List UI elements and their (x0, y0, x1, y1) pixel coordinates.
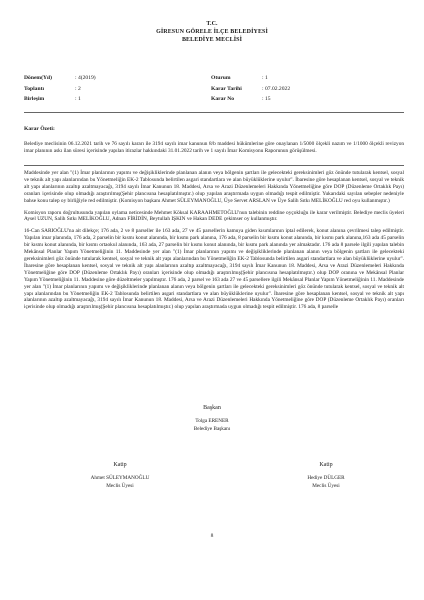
meta-value: : 1 (75, 96, 81, 103)
decision-body (24, 170, 404, 316)
meta-row-decision-no (211, 94, 290, 105)
body-paragraph: Maddesinde yer alan "(1) İmar planlarının yapımı ve değişikliklerinde planlanan alanın veya bölgenin şartları ile gelecekteki gereksinimleri göz önünde tutularak kentsel, sosyal ve teknik alt yapı alanlarından bu Yönetmeliğin EK-2 Tablosunda belirtilen asgari standartlara ve alan büyüklüklerine uyulur". İbaresine göre hesaplanan kentsel, sosyal ve teknik alt yapı alanlarının azaltıp azaltmayacağı, 3194 sayılı İmar Kanunun 18. Maddesi, Arsa ve Arazi Düzenlemeleri Hakkında Yönetmeliğine göre DOP (Düzenleme Ortaklık Payı) oranları içerisinde olup olmadığı araştırılmış(Şehir plancısına hesaplatılmıştır.) olup yapılan araştırmada uygun olmadığı tespit edilmiştir. Yukarıdaki sayılan sebepler nedeniyle bahse konu talep oy birliğiyle red edilmiştir. (Komisyon başkanı Ahmet SÜLEYMANOĞLU, Üye Servet ARSLAN ve Üye Salih Sıtkı MELİKOĞLU red oyu kullanmıştır.) (24, 170, 404, 204)
header-line-municipality: GİRESUN GÖRELE İLÇE BELEDİYESİ (156, 29, 268, 35)
body-paragraph: Komisyon raporu doğrultusunda yapılan oylama neticesinde Mehmet Köksal KARAAHMETOĞLU'nun talebinin reddine oyçokluğu ile karar verilmiştir. Belediye meclis üyeleri Aysel UZUN, Salih Sıtkı MELİKOĞLU, Adnan FİRİDİN, Beytullah IŞKIN ve Hakan DEDE çekimser oy kullanmıştır. (24, 209, 404, 223)
signature-title: Katip (113, 462, 127, 468)
meta-value: : 4(2019) (75, 75, 96, 81)
meta-row-decision-date (211, 84, 290, 95)
summary-paragraph: Belediye meclisinin 06.12.2021 tarih ve 76 sayılı kararı ile 3194 sayılı imar kanunun 8/b maddesi hükümlerine göre onaylanan 1/5000 ölçekli nazım ve 1/1000 ölçekli revizyon imar planının askı ilan süresi içerisinde yapılan itirazlar hakkındaki 31.01.2022 tarih ve 1 sayılı İmar Komisyonu Raporunun görüşülmesi. (24, 141, 404, 154)
meta-left-block (24, 73, 96, 105)
signature-role: Meclis Üyesi (106, 483, 134, 489)
signature-role: Meclis Üyesi (312, 483, 340, 489)
meta-label: Birleşim (24, 96, 45, 103)
divider-top (24, 112, 404, 113)
meta-label: Karar Tarihi (211, 85, 242, 92)
meta-row-session (24, 94, 96, 105)
body-paragraph: 16-Can SARIOĞLU'na ait dilekçe; 176 ada, 2 ve 8 parseller ile 163 ada, 27 ve 45 parsellerin kamuya giden kısımlarının iptal edilerek, konut alanına çevrilmesi talep edilmiştir. Yapılan imar planında, 176 ada, 2 parselin bir kısmı konut alanında, bir kısmı park alanına, 176 ada, 8 parselin bir kısmı konut alanında, bir kısmı park alanına,163 ada 45 parselin bir kısmı konut alanında, bir kısmı ortaokul alanında, 163 ada, 27 parselin bir kısmı konut alanında, bir kısmı park alanında yer almaktadır. 176 ada 8 parsele ilgili yapılan talebin Mekânsal Planlar Yapım Yönetmeliğinin 11. Maddesinde yer alan "(1) İmar planlarının yapımı ve değişikliklerinde planlanan alanın veya bölgenin şartları ile gelecekteki gereksinimleri göz önünde tutularak kentsel, sosyal ve teknik alt yapı alanlarından bu Yönetmeliğin EK-2 Tablosunda belirtilen asgari standartlara ve alan büyüklüklerine uyulur". İbaresine göre hesaplanan kentsel, sosyal ve teknik alt yapı alanlarının azaltıp azaltmayacağı, 3194 sayılı İmar Kanunun 18. Maddesi, Arsa ve Arazi Düzenlemeleri Hakkında Yönetmeliğine göre DOP (Düzenleme Ortaklık Payı) oranları içerisinde olup olmadığı araştırılmış(Şehir plancısına hesaplatılmıştır.) olup DOP oranına ve Mekânsal Planlar Yapım Yönetmeliğinin 11. Maddesine göre düzeltmeler yapılmıştır. 176 ada, 2 parsel ve 163 ada 27 ve 45 parsellere ilgili Mekânsal Planlar Yapım Yönetmeliğinin 11. Maddesinde yer alan "(1) İmar planlarının yapımı ve değişikliklerinde planlanan alanın veya bölgenin şartları ile gelecekteki gereksinimleri göz önünde tutularak kentsel, sosyal ve teknik alt yapı alanlarından bu Yönetmeliğin EK-2 Tablosunda belirtilen asgari standartlara ve alan büyüklüklerine uyulur". İbaresine göre hesaplanan kentsel, sosyal ve teknik alt yapı alanlarının azaltıp azaltmayacağı, 3194 sayılı İmar Kanunun 18. Maddesi, Arsa ve Arazi Düzenlemeleri Hakkında Yönetmeliğine göre DOP (Düzenleme Ortaklık Payı) oranları içerisinde olup olmadığı araştırılmış(Şehir plancısına hesaplatılmıştır.) olup yapılan araştırmada uygun olmadığı tespit edilmiştir. 176 ada, 8 parselle (24, 228, 404, 311)
meta-label: Oturum (211, 75, 231, 81)
meta-row-term (24, 73, 96, 84)
signature-name: Hediye DÜLGER (307, 475, 345, 481)
signature-clerk-right (266, 460, 386, 490)
meta-value: : 2 (75, 85, 81, 92)
signature-clerk-left (60, 460, 180, 490)
header-line-tc: T.C. (206, 21, 218, 27)
divider-summary (24, 165, 404, 166)
meta-row-sitting (211, 73, 290, 84)
signature-president (162, 403, 262, 433)
meta-label: Dönem(Yıl) (24, 75, 52, 81)
signature-name: Tolga ERENER (195, 418, 229, 424)
signature-title: Başkan (203, 405, 221, 411)
meta-label: Toplantı (24, 85, 45, 92)
signature-title: Katip (319, 462, 333, 468)
header-line-council: BELEDİYE MECLİSİ (181, 37, 243, 43)
page-number: 8 (210, 533, 214, 539)
decision-summary-heading: Karar Özeti: (24, 126, 55, 132)
meta-row-meeting (24, 84, 96, 95)
signature-role: Belediye Başkanı (193, 426, 231, 432)
decision-summary-text (24, 141, 404, 160)
meta-value: : 07.02.2022 (262, 85, 291, 92)
meta-value: : 15 (262, 96, 271, 103)
document-header (0, 20, 424, 44)
meta-right-block (211, 73, 290, 105)
meta-value: : 1 (262, 75, 268, 81)
meta-label: Karar No (211, 96, 235, 103)
signature-name: Ahmet SÜLEYMANOĞLU (90, 475, 150, 481)
